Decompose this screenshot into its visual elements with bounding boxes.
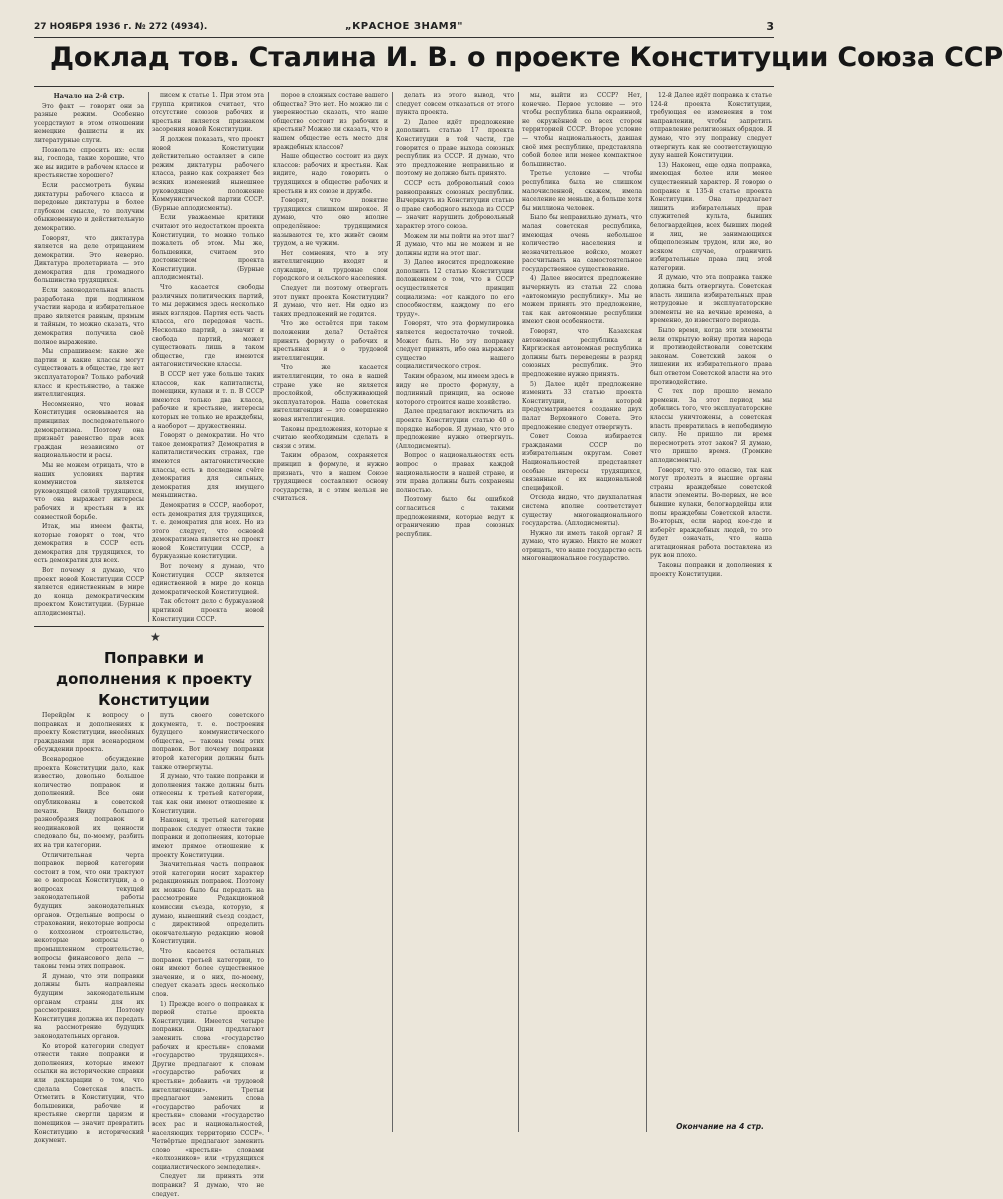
paragraph: Это факт — говорят они за разные режим. Особенно усердствуют в этом отношении немецкие фашисты и их литературные слуги. [34, 102, 144, 144]
subsection-title: Поправки и дополнения к проекту Конституции [56, 649, 252, 709]
continuation-note: Окончание на 4 стр. [676, 1122, 764, 1131]
paragraph: Демократия в СССР, наоборот, есть демократия для трудящихся, т. е. демократия для всех. Но из этого следует, что основой демократизма является не проект новой Конституции СССР, а буржуазные конституции. [152, 501, 264, 561]
paragraph: Вопрос о национальностях есть вопрос о правах каждой национальности в нашей стране, и эти права должны быть сохранены полностью. [396, 452, 514, 494]
column-divider [392, 92, 393, 1132]
headline: Доклад тов. Сталина И. В. о проекте Конституции Союза ССР [50, 42, 1003, 73]
continued-from-note: Начало на 2-й стр. [53, 92, 125, 100]
paragraph: 3) Далее вносится предложение дополнить 12 статью Конституции положением о том, что в СССР осуществляется принцип социализма: «от каждого по его способностям, каждому по его труду». [396, 259, 514, 318]
paragraph: писем к статье 1. При этом эта группа критиков считает, что отсутствие союзов рабочих и крестьян является признаком засорения новой Конституции. [152, 92, 264, 134]
paragraph: Говорят, что эта формулировка является недостаточно точной. Может быть. Но эту поправку следует принять, ибо она выражает существо нашего социалистического строя. [396, 320, 514, 371]
paragraph: Что касается остальных поправок третьей категории, то они имеют более существенное значение, и о них, по-моему, следует сказать здесь несколько слов. [152, 948, 264, 998]
paragraph: Отсюда видно, что двухпалатная система вполне соответствует существу многонационального государства. (Аплодисменты). [522, 494, 642, 528]
paragraph: Так обстоит дело с буржуазной критикой проекта новой Конституции СССР. [152, 598, 264, 623]
paragraph: мы, выйти из СССР? Нет, конечно. Первое условие — это чтобы республика была окраинной, не окружённой со всех сторон территорией СССР. Второе условие — чтобы национальность, давшая своё имя республике, представляла собой более или менее компактное большинство. [522, 92, 642, 168]
paragraph: 1) Прежде всего о поправках к первой статье проекта Конституции. Имеется четыре поправки. Одни предлагают заменить слова «государство рабочих и крестьян» словами «государство трудящихся». Другие предлагают к словам «государство рабочих и крестьян» добавить «и трудовой интеллигенции». Третьи предлагают заменить слова «государство рабочих и крестьян» словами «государство всех рас и национальностей, населяющих территорию СССР». Четвёртые предлагают заменить слово «крестьян» словами «колхозников» или «трудящихся социалистического земледелия». [152, 1000, 264, 1171]
paragraph: делать из этого вывод, что следует совсем отказаться от этого пункта проекта. [396, 92, 514, 117]
paragraph: Далее предлагают исключить из проекта Конституции статью 40 о порядке выборов. Я думаю, что это предложение нужно отвергнуть. (Аплодисменты). [396, 408, 514, 450]
paragraph: Отличительная черта поправок первой категории состоит в том, что они трактуют не о вопросах Конституции, а о вопросах текущей законодательной работы будущих законодательных органов. Отдельные вопросы о страховании, некоторые вопросы о колхозном строительстве, некоторые вопросы о промышленном строительстве, вопросы финансового дела — таковы темы этих поправок. [34, 851, 144, 971]
paragraph: Нет сомнения, что в эту интеллигенцию входят и служащие, и трудовые слои городского и сельского населения. [273, 249, 388, 283]
paragraph: Я думаю, что такие поправки и дополнения также должны быть отнесены к третьей категории, так как они имеют отношение к Конституции. [152, 773, 264, 815]
paragraph: Что же касается интеллигенции, то она в нашей стране уже не является прослойкой, обслуживающей эксплуататоров. Наша советская интеллигенция — это совершенно новая интеллигенция. [273, 364, 388, 423]
paragraph: Ко второй категории следует отнести такие поправки и дополнения, которые имеют ссылки на исторические справки или декларации о том, что сделала Советская власть. Отметить в Конституции, что большевики, рабочие и крестьяне свергли царизм и помещиков — значит превратить Конституцию в исторический документ. [34, 1042, 144, 1145]
paragraph: Если рассмотреть буквы диктатуры рабочего класса и передовые диктатуры в более глубоком смысле, то получим обыкновенную и действительную демократию. [34, 181, 144, 232]
paragraph: Третье условие — чтобы республика была не слишком малочисленной, скажем, имела население не меньше, а больше хотя бы миллиона человек. [522, 170, 642, 212]
paragraph: Если законодательная власть разработана при подлинном участии народа и избирательное право является равным, прямым и тайным, то можно сказать, что демократия получила своё полное выражение. [34, 287, 144, 346]
column-divider [518, 92, 519, 1132]
star-ornament: ★ [150, 630, 161, 644]
paragraph: 4) Далее вносится предложение вычеркнуть из статьи 22 слова «автономную республику». Мы не можем принять это предложение, так как автономные республики имеют свои особенности. [522, 275, 642, 326]
column-divider [646, 92, 647, 1132]
paragraph: Что касается свободы различных политических партий, то мы держимся здесь несколько иных взглядов. Партия есть часть класса, его передовая часть. Несколько партий, а значит и свобода партий, может существовать лишь в таком обществе, где имеются антагонистические классы. [152, 284, 264, 369]
column-divider [148, 92, 149, 622]
paragraph: Можем ли мы пойти на этот шаг? Я думаю, что мы не можем и не должны идти на этот шаг. [396, 232, 514, 257]
paragraph: Говорят, что это опасно, так как могут пролезть в высшие органы страны враждебные советской власти элементы. Во-первых, не все бывшие кулаки, белогвардейцы или попы враждебны Советской власти. Во-вторых, если народ кое-где и изберёт враждебных людей, то это будет означать, что наша агитационная работа поставлена из рук вон плохо. [650, 466, 772, 560]
paragraph: порое в сложных составе вашего общества? Это нет. Но можно ли с уверенностью сказать, что наше общество состоит из рабочих и крестьян? Можно ли сказать, что в нашем обществе есть место для враждебных классов? [273, 92, 388, 151]
paragraph: Таким образом, сохраняется принцип в формуле, и нужно признать, что в нашем Союзе трудящиеся составляют основу государства, и с этим нельзя не считаться. [273, 452, 388, 503]
paragraph: Следует ли поэтому отвергать этот пункт проекта Конституции? Я думаю, что нет. Ни одно из таких предложений не годится. [273, 285, 388, 318]
paragraph: Наше общество состоит из двух классов: рабочих и крестьян. Как видите, надо говорить о трудящихся в обществе рабочих и крестьян в их союзе и дружбе. [273, 153, 388, 195]
paragraph: Что же остаётся при таком положении дела? Остаётся принять формулу о рабочих и крестьянах и о трудовой интеллигенции. [273, 320, 388, 362]
paragraph: Позвольте спросить их: если вы, господа, такие хорошие, что же вы видите в рабочем классе и крестьянстве хорошего? [34, 146, 144, 180]
paragraph: СССР есть добровольный союз равноправных союзных республик. Вычеркнуть из Конституции статью о праве свободного выхода из СССР — значит нарушить добровольный характер этого союза. [396, 179, 514, 230]
paragraph: 5) Далее идёт предложение изменить 33 статью проекта Конституции, в которой предусматривается создание двух палат Верховного Совета. Это предложение следует отвергнуть. [522, 380, 642, 431]
paragraph: Мы спрашиваем: какие же партии и какие классы могут существовать в обществе, где нет эксплуататоров? Только рабочий класс и крестьянство, а также интеллигенция. [34, 348, 144, 399]
paragraph: Перейдём к вопросу о поправках и дополнениях к проекту Конституции, внесённых гражданами при всенародном обсуждении проекта. [34, 712, 144, 754]
paragraph: Говорят о демократии. Но что такое демократия? Демократия в капиталистических странах, где имеются антагонистические классы, есть в последнем счёте демократия для сильных, демократия для имущего меньшинства. [152, 432, 264, 500]
paragraph: 12-й Далее идёт поправка к статье 124-й проекта Конституции, требующая ее изменения в том направлении, чтобы запретить отправление религиозных обрядов. Я думаю, что эту поправку следует отвергнуть как не соответствующую духу нашей Конституции. [650, 92, 772, 160]
article-column-5 [522, 92, 642, 1132]
paragraph: Я должен показать, что проект новой Конституции действительно оставляет в силе режим диктатуры рабочего класса, равно как сохраняет без всяких изменений нынешнее руководящее положение Коммунистической партии СССР. (Бурные аплодисменты). [152, 135, 264, 212]
paragraph: путь своего советского документа, т. е. построения будущего коммунистического общества, — таковы темы этих поправок. Вот почему поправки второй категории должны быть также отвергнуты. [152, 712, 264, 771]
paragraph: Мы не можем отрицать, что в наших условиях партия коммунистов является руководящей силой трудящихся, что она выражает интересы рабочих и крестьян в их совместной борьбе. [34, 461, 144, 521]
paragraph: Совет Союза избирается гражданами СССР по избирательным округам. Совет Национальностей представляет особые интересы трудящихся, связанные с их национальной спецификой. [522, 433, 642, 492]
column-divider [268, 92, 269, 1132]
paragraph: Несомненно, что новая Конституция основывается на принципах последовательного демократизма. Поэтому она признаёт равенство прав всех граждан независимо от национальности и расы. [34, 400, 144, 460]
paragraph: Было время, когда эти элементы вели открытую войну против народа и противодействовали советским законам. Советский закон о лишении их избирательного права был ответом Советской власти на это противодействие. [650, 327, 772, 386]
subsection-heading [54, 648, 254, 709]
paragraph: Таким образом, мы имеем здесь в виду не просто формулу, а подлинный принцип, на основе которого строится наше хозяйство. [396, 373, 514, 406]
article-column-3 [273, 92, 388, 1132]
issue-date: 27 НОЯБРЯ 1936 г. № 272 (4934). [34, 22, 208, 32]
paragraph: Было бы неправильно думать, что малая советская республика, имеющая очень небольшое количество населения и незначительное войско, может рассчитывать на самостоятельное государственное существование. [522, 214, 642, 273]
paragraph: Таковы поправки и дополнения к проекту Конституции. [650, 562, 772, 578]
paragraph: Нужно ли иметь такой орган? Я думаю, что нужно. Никто не может отрицать, что наше государство есть многонациональное государство. [522, 529, 642, 563]
newspaper-name: „КРАСНОЕ ЗНАМЯ" [345, 21, 463, 32]
paragraph: Говорят, что Казахская автономная республика и Киргизская автономная республика должны быть переведены в разряд союзных республик. Это предложение нужно принять. [522, 328, 642, 378]
paragraph: Наконец, к третьей категории поправок следует отнести такие поправки и дополнения, которые имеют прямое отношение к проекту Конституции. [152, 817, 264, 859]
paragraph: Если уважаемые критики считают это недостатком проекта Конституции, то можно только пожалеть об этом. Мы же, большевики, считаем это достоинством проекта Конституции. (Бурные аплодисменты). [152, 214, 264, 282]
subsection-column-1 [34, 712, 144, 1145]
paragraph: Я думаю, что эта поправка также должна быть отвергнута. Советская власть лишила избирательных прав нетрудовые и эксплуататорские элементы не на вечные времена, а временно, до известного периода. [650, 274, 772, 325]
paragraph: Вот почему я думаю, что проект новой Конституции СССР является единственным в мире до конца демократическим проектом Конституции. (Бурные аплодисменты). [34, 567, 144, 618]
masthead [34, 22, 774, 38]
paragraph: Вот почему я думаю, что Конституция СССР является единственной в мире до конца демократической Конституцией. [152, 563, 264, 596]
paragraph: С тех пор прошло немало времени. За этот период мы добились того, что эксплуататорские классы уничтожены, а советская власть превратилась в непобедимую силу. Не пришло ли время пересмотреть этот закон? Я думаю, что пришло время. (Громкие аплодисменты). [650, 388, 772, 464]
article-column-4 [396, 92, 514, 1132]
paragraph: 2) Далее идёт предложение дополнить статью 17 проекта Конституции в той части, где говорится о праве выхода союзных республик из СССР. Я думаю, что это предложение неправильно и поэтому не должно быть принято. [396, 118, 514, 178]
paragraph: В СССР нет уже больше таких классов, как капиталисты, помещики, кулаки и т. п. В СССР имеются только два класса, рабочие и крестьяне, интересы которых не только не враждебны, а наоборот — дружественны. [152, 371, 264, 430]
headline-rule [34, 86, 774, 87]
page-number: 3 [766, 20, 774, 33]
paragraph: 13) Наконец, еще одна поправка, имеющая более или менее существенный характер. Я говорю о поправке к 135-й статье проекта Конституции. Она предлагает лишить избирательных прав служителей культа, бывших белогвардейцев, всех бывших людей и лиц, не занимающихся общеполезным трудом, или же, во всяком случае, ограничить избирательные права лиц этой категории. [650, 161, 772, 272]
paragraph: Значительная часть поправок этой категории носит характер редакционных поправок. Поэтому их можно было бы передать на рассмотрение Редакционной комиссии съезда, которую, я думаю, нынешний съезд создаст, с директивой определить окончательную редакцию новой Конституции. [152, 861, 264, 946]
paragraph: Таковы предложения, которые я считаю необходимым сделать в связи с этим. [273, 425, 388, 450]
article-column-2 [152, 92, 264, 622]
paragraph: Говорят, что понятие трудящихся слишком широкое. Я думаю, что оно вполне определённое: трудящимися называются те, кто живёт своим трудом, а не чужим. [273, 197, 388, 248]
column-divider [148, 712, 149, 1132]
article-column-1 [34, 92, 144, 622]
paragraph: Поэтому было бы ошибкой согласиться с такими предложениями, которые ведут к ограничению прав союзных республик. [396, 496, 514, 538]
paragraph: Итак, мы имеем факты, которые говорят о том, что демократия в СССР есть демократия для трудящихся, то есть демократия для всех. [34, 523, 144, 565]
subsection-rule [34, 626, 264, 627]
paragraph: Всенародное обсуждение проекта Конституции дало, как известно, довольно большое количество поправок и дополнений. Все они опубликованы в советской печати. Ввиду большого разнообразия поправок и неодинаковой их ценности следовало бы, по-моему, разбить их на три категории. [34, 755, 144, 849]
article-column-6 [650, 92, 772, 1114]
paragraph: Следует ли принять эти поправки? Я думаю, что не следует. [152, 1173, 264, 1198]
paragraph: Я думаю, что эти поправки должны быть направлены будущим законодательным органам страны для их рассмотрения. Поэтому Конституция должна их передать на рассмотрение будущих законодательных органов. [34, 972, 144, 1040]
paragraph: Говорят, что диктатура является на деле отрицанием демократии. Это неверно. Диктатура пролетариата — это демократия для громадного большинства трудящихся. [34, 234, 144, 285]
subsection-column-2 [152, 712, 264, 1198]
